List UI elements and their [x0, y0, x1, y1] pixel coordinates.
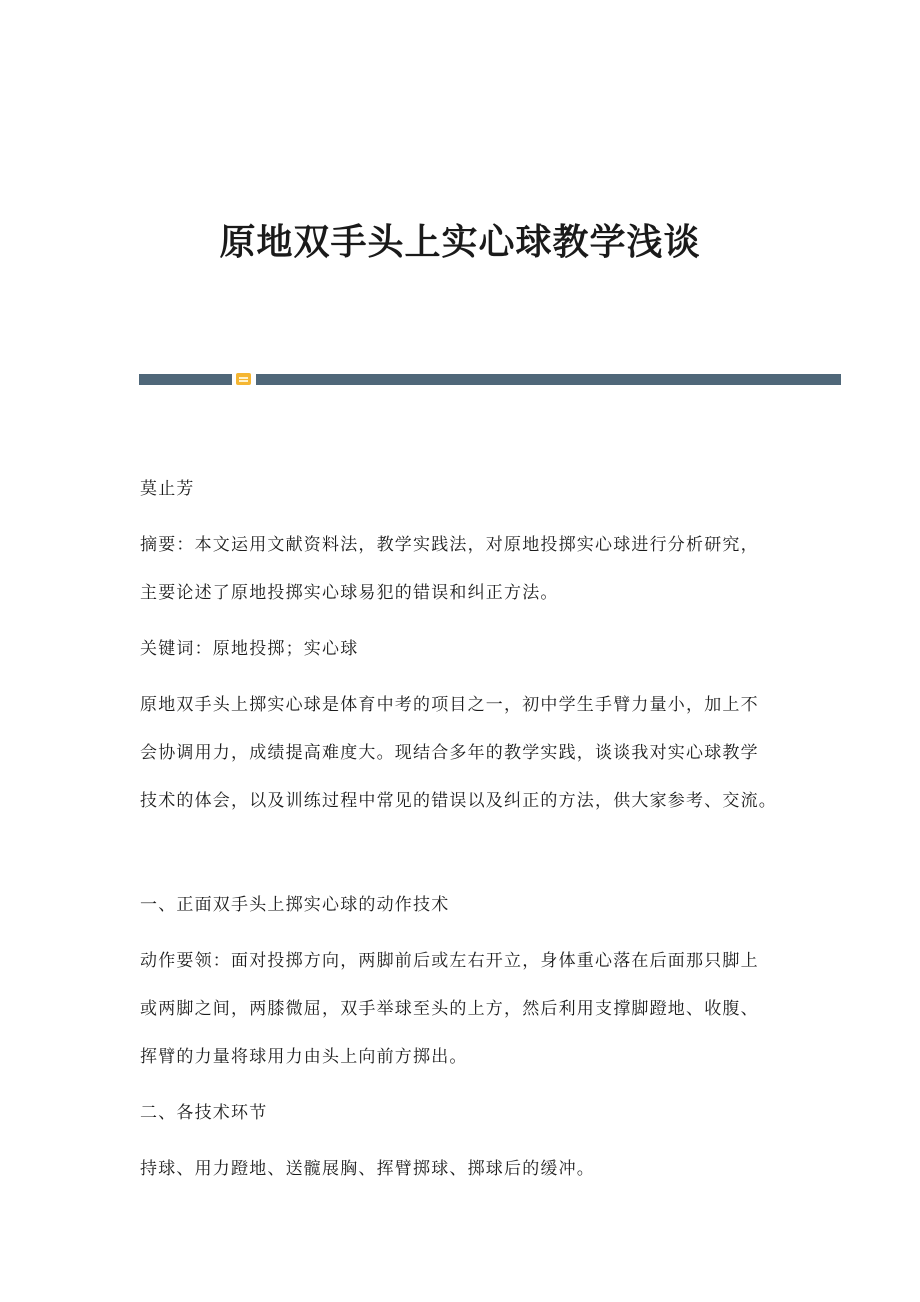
section-1-line-3: 挥臂的力量将球用力由头上向前方掷出。: [140, 1047, 468, 1067]
section-2-line-1: 持球、用力蹬地、送髋展胸、挥臂掷球、掷球后的缓冲。: [140, 1159, 595, 1179]
intro-line-3: 技术的体会，以及训练过程中常见的错误以及纠正的方法，供大家参考、交流。: [140, 791, 777, 811]
keywords: 关键词：原地投掷；实心球: [140, 639, 359, 659]
section-1-line-2: 或两脚之间，两膝微屈，双手举球至头的上方，然后利用支撑脚蹬地、收腹、: [140, 999, 759, 1019]
abstract-line-2: 主要论述了原地投掷实心球易犯的错误和纠正方法。: [140, 583, 559, 603]
section-2-heading: 二、各技术环节: [140, 1103, 268, 1123]
document-title: 原地双手头上实心球教学浅谈: [219, 221, 701, 263]
divider-rule-left: [139, 374, 232, 385]
intro-line-2: 会协调用力，成绩提高难度大。现结合多年的教学实践，谈谈我对实心球教学: [140, 743, 759, 763]
author: 莫止芳: [140, 479, 195, 499]
divider-rule-right: [256, 374, 841, 385]
document-icon: [236, 373, 251, 385]
section-1-heading: 一、正面双手头上掷实心球的动作技术: [140, 895, 450, 915]
intro-line-1: 原地双手头上掷实心球是体育中考的项目之一，初中学生手臂力量小，加上不: [140, 695, 759, 715]
section-1-line-1: 动作要领：面对投掷方向，两脚前后或左右开立，身体重心落在后面那只脚上: [140, 951, 759, 971]
abstract-line-1: 摘要：本文运用文献资料法，教学实践法，对原地投掷实心球进行分析研究，: [140, 535, 759, 555]
